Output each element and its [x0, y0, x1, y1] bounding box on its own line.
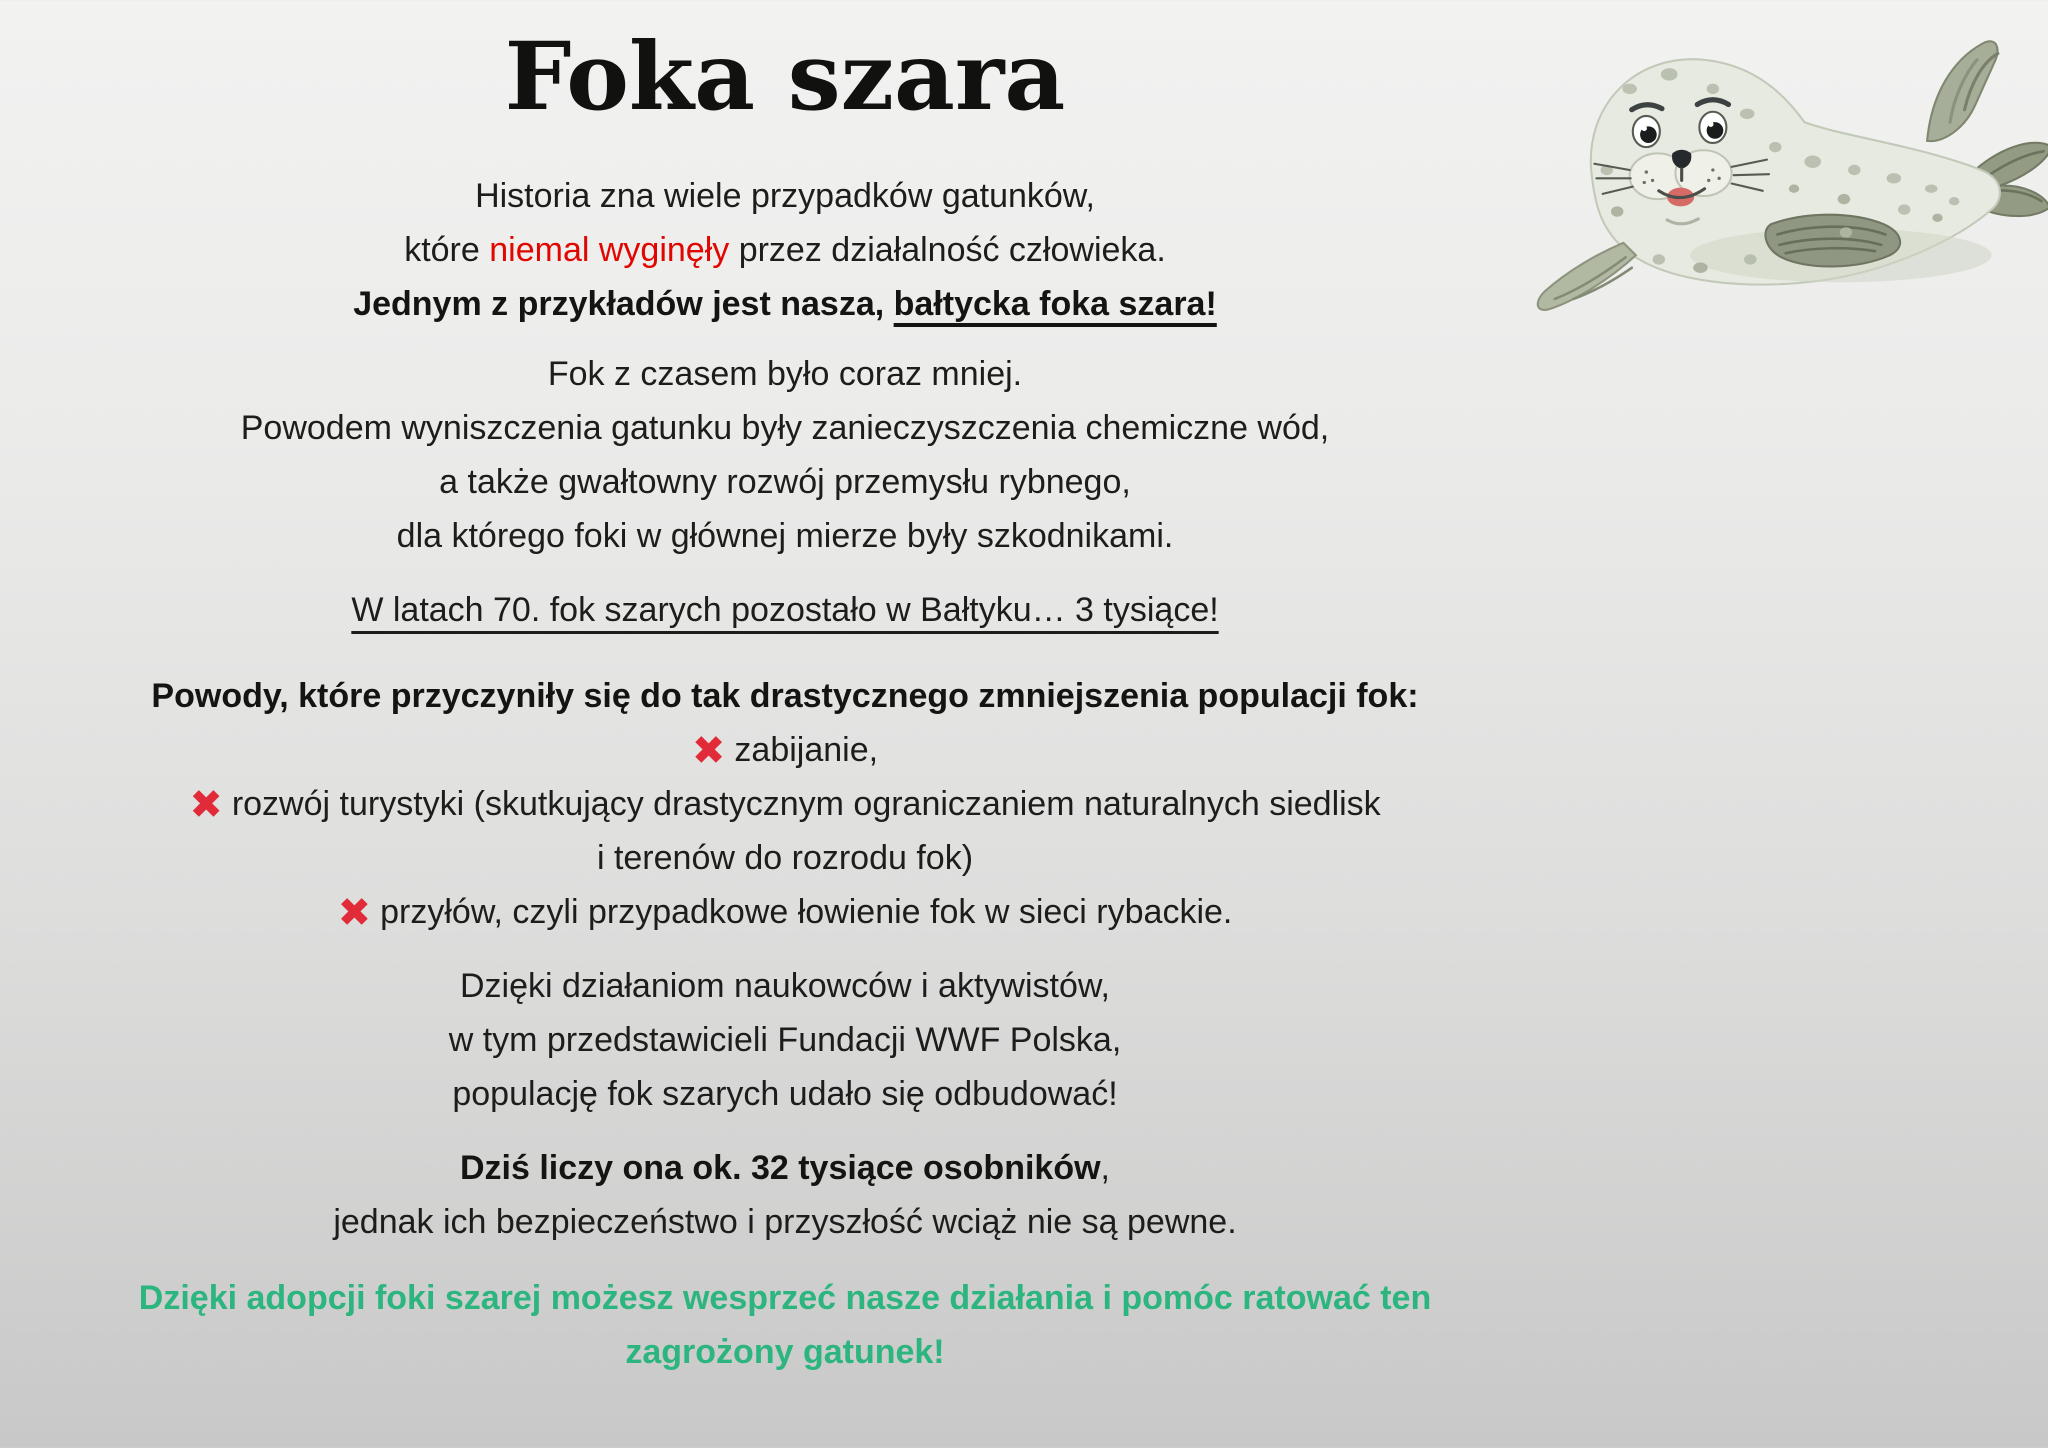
- today-line-1: [0, 1141, 1570, 1195]
- intro-line-3-underlined: bałtycka foka szara!: [893, 285, 1217, 324]
- recovery-line-1: Dzięki działaniom naukowców i aktywistów,: [459, 967, 1111, 1006]
- cta-paragraph: [0, 1271, 1570, 1379]
- today-bold-count: Dziś liczy ona ok. 32 tysiące osobników: [459, 1149, 1101, 1188]
- reason-item: [0, 723, 1570, 777]
- reason-text: i terenów do rozrodu fok): [596, 839, 974, 878]
- intro-line-2-post: przez działalność człowieka.: [729, 231, 1166, 270]
- reasons-heading: Powody, które przyczyniły się do tak drastycznego zmniejszenia populacji fok:: [151, 677, 1419, 716]
- reason-item: [0, 777, 1570, 831]
- recovery-paragraph: [0, 959, 1570, 1121]
- page-title: Foka szara: [504, 22, 1066, 132]
- intro-paragraph: [0, 169, 1570, 331]
- intro-line-2-highlight-red: niemal wyginęły: [489, 231, 730, 270]
- intro-line-2: [0, 223, 1570, 277]
- reason-text: przyłów, czyli przypadkowe łowienie fok w sieci rybackie.: [380, 893, 1233, 932]
- intro-line-1: Historia zna wiele przypadków gatunków,: [475, 177, 1095, 216]
- reason-item-continuation: [0, 831, 1570, 885]
- reason-item: [0, 885, 1570, 939]
- decline-line-2: Powodem wyniszczenia gatunku były zanieczyszczenia chemiczne wód,: [240, 409, 1330, 448]
- today-after-bold: ,: [1100, 1149, 1110, 1188]
- seal-illustration: [1534, 14, 2048, 326]
- decline-line-3: a także gwałtowny rozwój przemysłu rybnego,: [439, 463, 1131, 502]
- recovery-line-2: w tym przedstawicieli Fundacji WWF Polska,: [448, 1021, 1122, 1060]
- seal-eye-left: [1633, 116, 1660, 147]
- intro-line-3: [0, 277, 1570, 331]
- reason-text: zabijanie,: [734, 731, 879, 770]
- today-line-2: jednak ich bezpieczeństwo i przyszłość wciąż nie są pewne.: [333, 1203, 1237, 1242]
- reason-text: rozwój turystyki (skutkujący drastycznym ograniczaniem naturalnych siedlisk: [231, 785, 1381, 824]
- reasons-list: [0, 723, 1570, 939]
- recovery-line-3: populację fok szarych udało się odbudować!: [452, 1075, 1118, 1114]
- seal-eye-right: [1699, 112, 1726, 143]
- decline-line-1: Fok z czasem było coraz mniej.: [547, 355, 1023, 394]
- decline-line-4: dla którego foki w głównej mierze były szkodnikami.: [396, 517, 1174, 556]
- seal-raised-flipper-shape: [1927, 41, 1998, 141]
- decline-paragraph: [0, 347, 1570, 563]
- cta-line-1: Dzięki adopcji foki szarej możesz wesprzeć nasze działania i pomóc ratować ten: [138, 1279, 1432, 1318]
- seal-side-flipper-shape: [1765, 215, 1900, 267]
- intro-line-3-pre: Jednym z przykładów jest nasza,: [353, 285, 894, 324]
- cta-line-2: zagrożony gatunek!: [625, 1333, 945, 1372]
- today-paragraph: [0, 1141, 1570, 1249]
- seal-front-left-flipper-shape: [1538, 243, 1636, 310]
- red-cross-icon: ✖: [691, 728, 726, 775]
- stat-line-underlined: W latach 70. fok szarych pozostało w Bałtyku… 3 tysiące!: [351, 591, 1219, 630]
- red-cross-icon: ✖: [337, 890, 372, 937]
- intro-line-2-pre: które: [404, 231, 490, 270]
- red-cross-icon: ✖: [189, 782, 223, 829]
- stat-line-block: [0, 583, 1570, 637]
